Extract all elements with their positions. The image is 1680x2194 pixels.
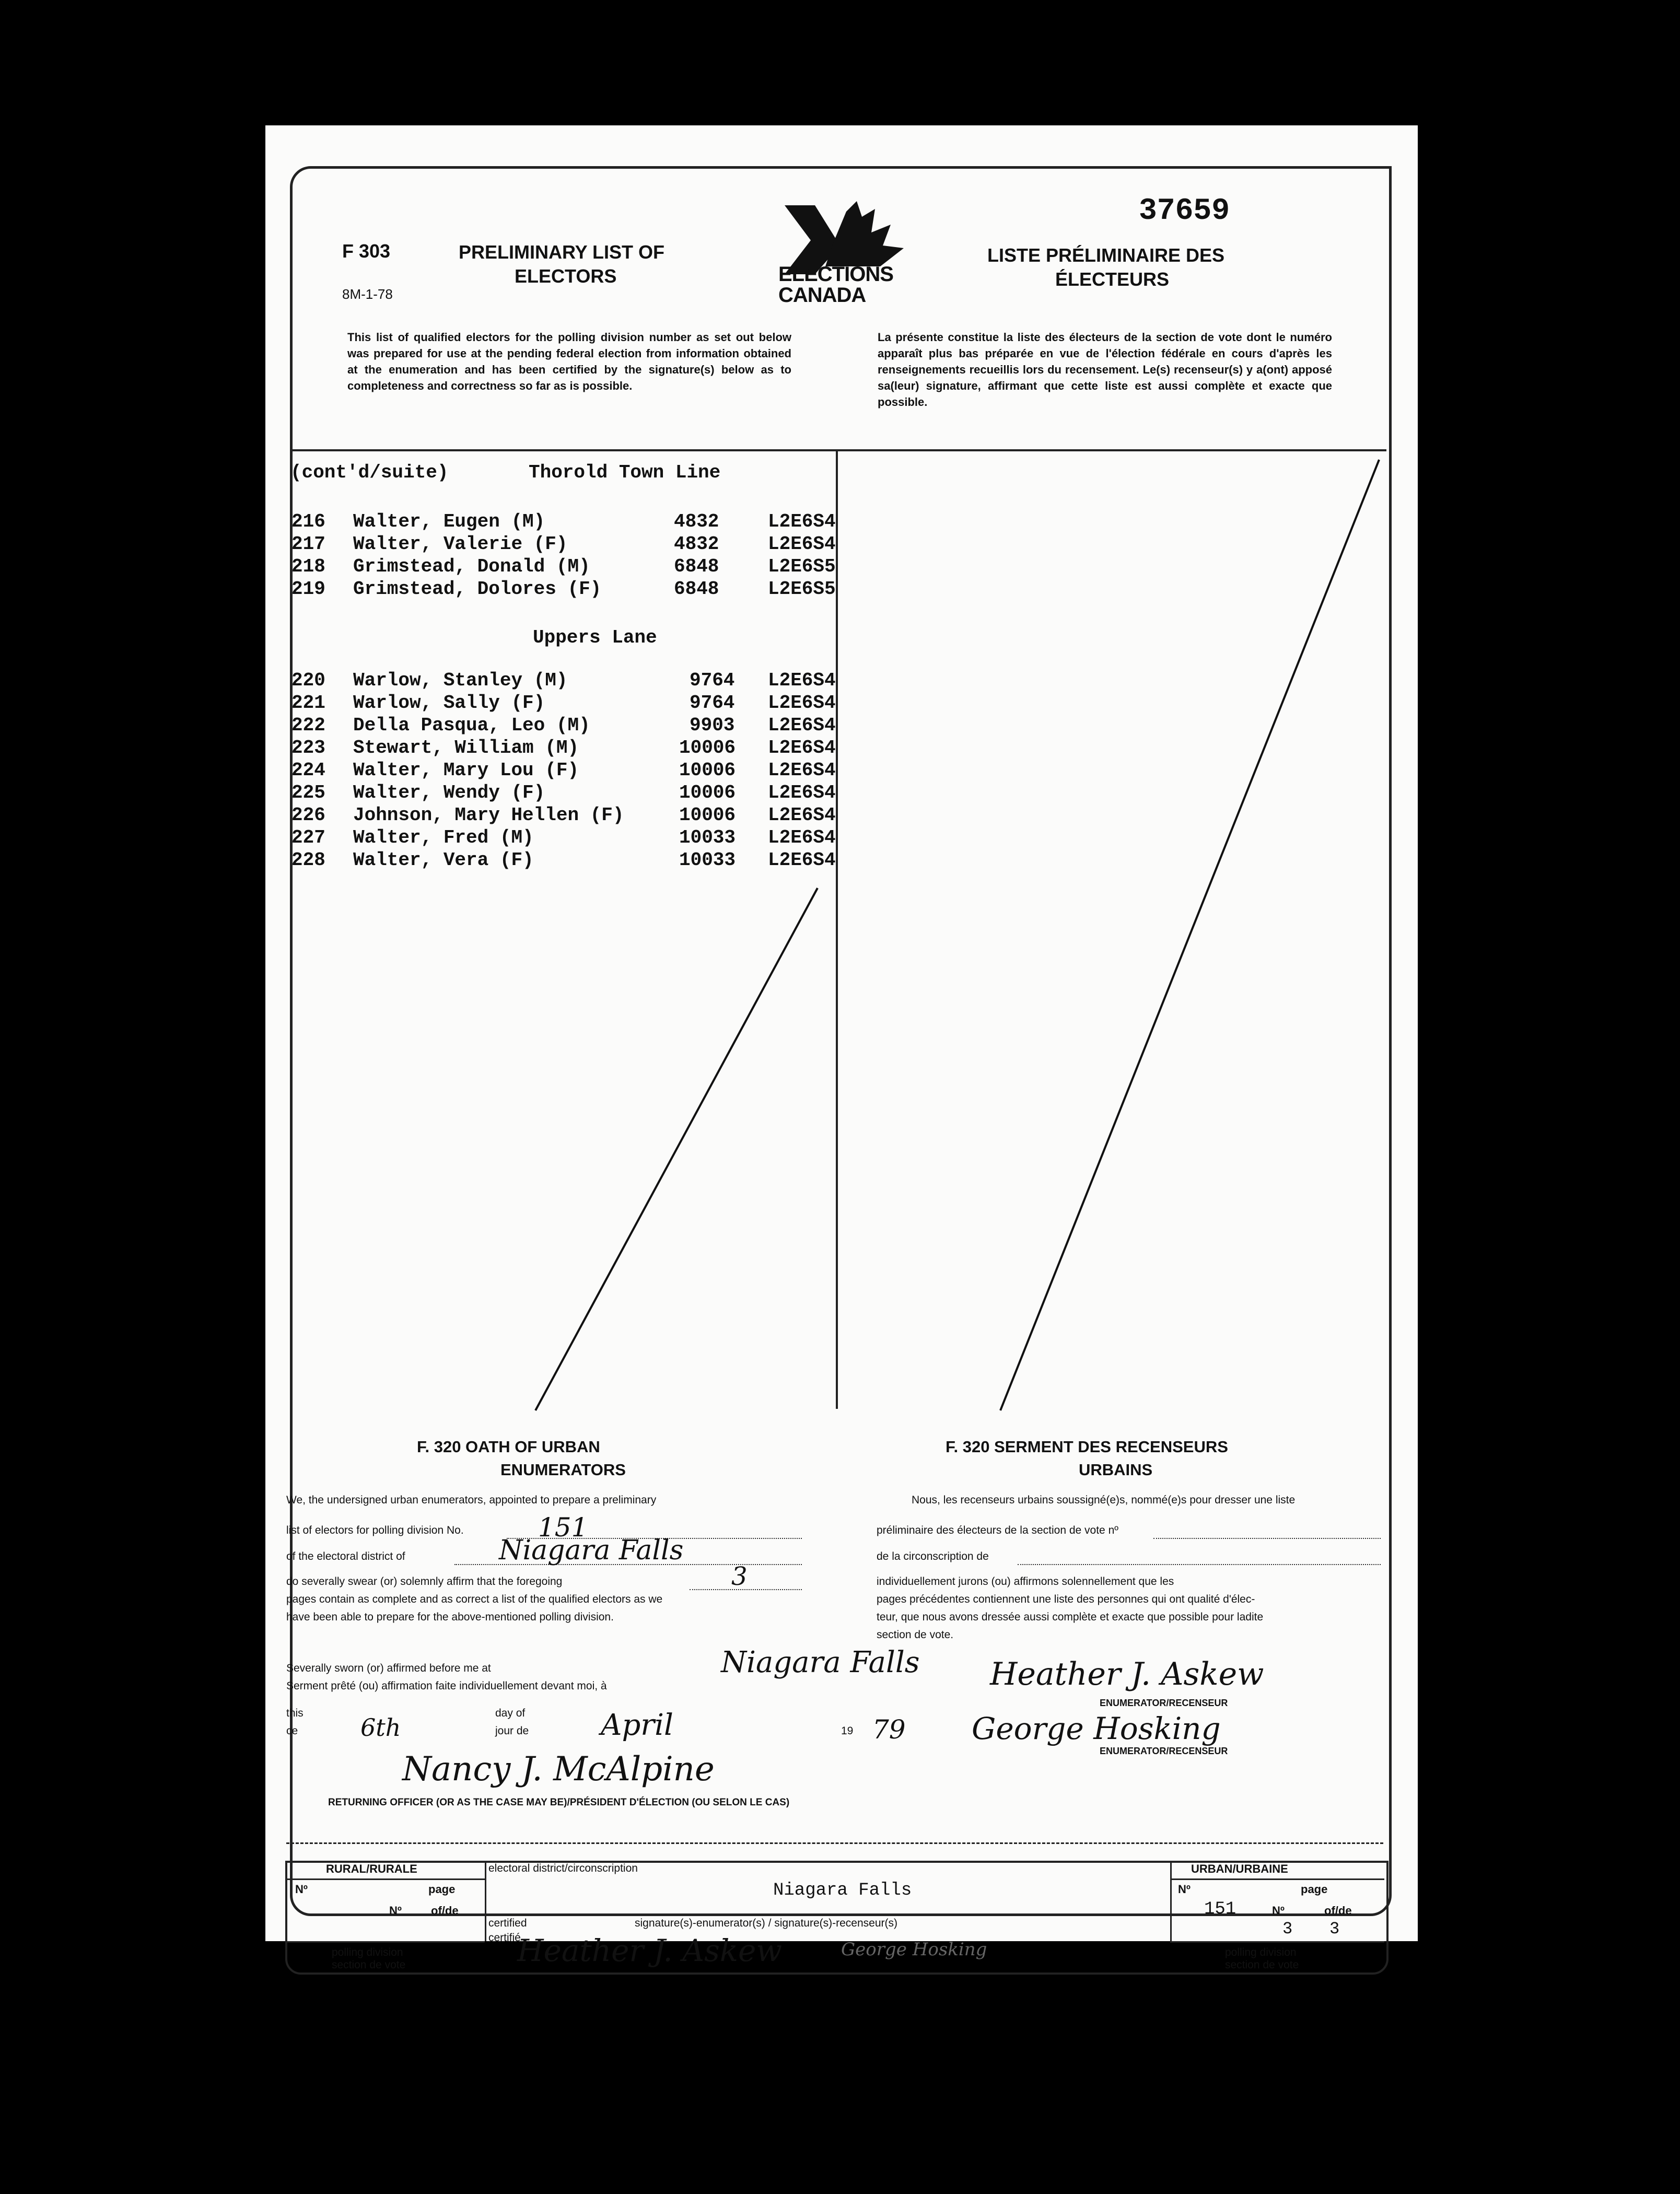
title-fr-line2: ÉLECTEURS bbox=[1055, 269, 1170, 290]
oath-fr-title1: F. 320 SERMENT DES RECENSEURS bbox=[946, 1438, 1228, 1456]
enumerator-label-2: ENUMERATOR/RECENSEUR bbox=[1100, 1746, 1228, 1756]
oath-en-line6: have been able to prepare for the above-mentioned polling division. bbox=[286, 1611, 614, 1623]
urban-page-of: 3 bbox=[1329, 1919, 1340, 1939]
division-number-handwritten: 151 bbox=[538, 1512, 588, 1543]
oath-fr-line6: teur, que nous avons dressée aussi complète et exacte que possible pour ladite bbox=[877, 1611, 1264, 1623]
title-fr-line1: LISTE PRÉLIMINAIRE DES bbox=[987, 244, 1225, 266]
oath-fr-line5: pages précédentes contiennent une liste des personnes qui ont qualité d'élec- bbox=[877, 1593, 1255, 1605]
rural-label: RURAL/RURALE bbox=[326, 1862, 417, 1875]
oath-fr-line7: section de vote. bbox=[877, 1629, 954, 1641]
polling-division-en: polling division bbox=[332, 1946, 403, 1958]
street-heading: Uppers Lane bbox=[533, 627, 657, 648]
oath-fr-title2: URBAINS bbox=[1079, 1461, 1153, 1479]
ce-label: ce bbox=[286, 1725, 298, 1737]
district-handwritten: Niagara Falls bbox=[499, 1535, 684, 1566]
enumerator-signature-1: Heather J. Askew bbox=[990, 1656, 1264, 1693]
oath-fr-line2: préliminaire des électeurs de la section de vote nº bbox=[877, 1524, 1118, 1536]
urban-no-label: Nº bbox=[1178, 1883, 1191, 1896]
oath-en-line1: We, the undersigned urban enumerators, appointed to prepare a preliminary bbox=[286, 1494, 657, 1506]
form-date: 8M-1-78 bbox=[342, 286, 393, 302]
certified-en: certified bbox=[488, 1917, 527, 1929]
enumerator-label-1: ENUMERATOR/RECENSEUR bbox=[1100, 1698, 1228, 1708]
oath-en-title2: ENUMERATORS bbox=[500, 1461, 626, 1479]
oath-en-line3: of the electoral district of bbox=[286, 1550, 405, 1562]
oath-fr-line4: individuellement jurons (ou) affirmons solennellement que les bbox=[877, 1576, 1174, 1588]
oath-en-line2: list of electors for polling division No. bbox=[286, 1524, 464, 1536]
rural-page-label: page bbox=[428, 1883, 456, 1896]
rural-no-label: Nº bbox=[295, 1883, 308, 1896]
intro-english: This list of qualified electors for the polling division number as set out below was prepared for use at the pending federal election from information obtained at the enumeration and has been certified by the signature(s) below as to completeness and correctness so far as is possible. bbox=[347, 331, 791, 392]
urban-page-label: page bbox=[1301, 1883, 1328, 1896]
returning-officer-signature: Nancy J. McAlpine bbox=[402, 1750, 715, 1789]
district-value: Niagara Falls bbox=[773, 1881, 912, 1900]
title-en-line1: PRELIMINARY LIST OF bbox=[459, 241, 665, 263]
district-label: electoral district/circonscription bbox=[488, 1862, 638, 1874]
intro-french: La présente constitue la liste des électeurs de la section de vote dont le numéro apparaît plus bas préparée en vue de l'élection fédérale en cours d'après les renseignements recueillis lors du recensement. Le(s) recenseur(s) y a(ont) apposé sa(leur) signature, affirmant que cette liste est aussi complète et exacte que possible. bbox=[878, 331, 1332, 409]
month-handwritten: April bbox=[601, 1708, 673, 1742]
polling-division-fr-right: section de vote bbox=[1225, 1959, 1299, 1971]
continued-label: (cont'd/suite) bbox=[290, 462, 449, 483]
urban-page-no: 3 bbox=[1282, 1919, 1293, 1939]
urban-division-no: 151 bbox=[1204, 1899, 1236, 1919]
year-prefix: 19 bbox=[841, 1725, 854, 1737]
footer-signature-2: George Hosking bbox=[841, 1939, 987, 1960]
sworn-place-handwritten: Niagara Falls bbox=[721, 1646, 920, 1679]
polling-division-fr: section de vote bbox=[332, 1959, 406, 1971]
footer-signature-1: Heather J. Askew bbox=[517, 1933, 783, 1968]
this-label: this bbox=[286, 1707, 304, 1719]
polling-division-en-right: polling division bbox=[1225, 1946, 1297, 1958]
cancel-stroke-left bbox=[535, 888, 818, 1410]
document-number: 37659 bbox=[1139, 194, 1230, 228]
form-code: F 303 bbox=[342, 240, 391, 262]
oath-fr-line3: de la circonscription de bbox=[877, 1550, 989, 1562]
sworn-line-fr: Serment prêté (ou) affirmation faite individuellement devant moi, à bbox=[286, 1680, 607, 1692]
day-handwritten: 6th bbox=[360, 1713, 401, 1742]
signatures-label: signature(s)-enumerator(s) / signature(s)-recenseur(s) bbox=[635, 1917, 897, 1929]
street-heading: Thorold Town Line bbox=[529, 462, 721, 483]
cancel-stroke-right bbox=[1000, 460, 1379, 1410]
rural-of-label: of/de bbox=[431, 1904, 459, 1917]
returning-officer-label: RETURNING OFFICER (OR AS THE CASE MAY BE)/PRÉSIDENT D'ÉLECTION (OU SELON LE CAS) bbox=[328, 1797, 790, 1808]
oath-en-title1: F. 320 OATH OF URBAN bbox=[417, 1438, 600, 1456]
oath-fr-line1: Nous, les recenseurs urbains soussigné(e)s, nommé(e)s pour dresser une liste bbox=[912, 1494, 1296, 1506]
urban-label: URBAN/URBAINE bbox=[1191, 1862, 1288, 1875]
day-of-label: day of bbox=[495, 1707, 526, 1719]
enumerator-signature-2: George Hosking bbox=[972, 1711, 1221, 1746]
pages-handwritten: 3 bbox=[731, 1562, 748, 1591]
sworn-line-en: Severally sworn (or) affirmed before me at bbox=[286, 1662, 491, 1674]
certified-fr: certifié bbox=[488, 1932, 521, 1944]
year-handwritten: 79 bbox=[872, 1714, 906, 1745]
rural-page-no-label: Nº bbox=[389, 1904, 402, 1917]
title-en-line2: ELECTORS bbox=[515, 265, 617, 287]
oath-en-line5: pages contain as complete and as correct a list of the qualified electors as we bbox=[286, 1593, 663, 1605]
oath-en-line4: do severally swear (or) solemnly affirm that the foregoing bbox=[286, 1576, 563, 1588]
jour-de-label: jour de bbox=[495, 1725, 529, 1737]
urban-of-label: of/de bbox=[1324, 1904, 1352, 1917]
elections-canada-logo: ELECTIONS CANADA bbox=[778, 196, 914, 308]
urban-page-no-label: Nº bbox=[1272, 1904, 1285, 1917]
